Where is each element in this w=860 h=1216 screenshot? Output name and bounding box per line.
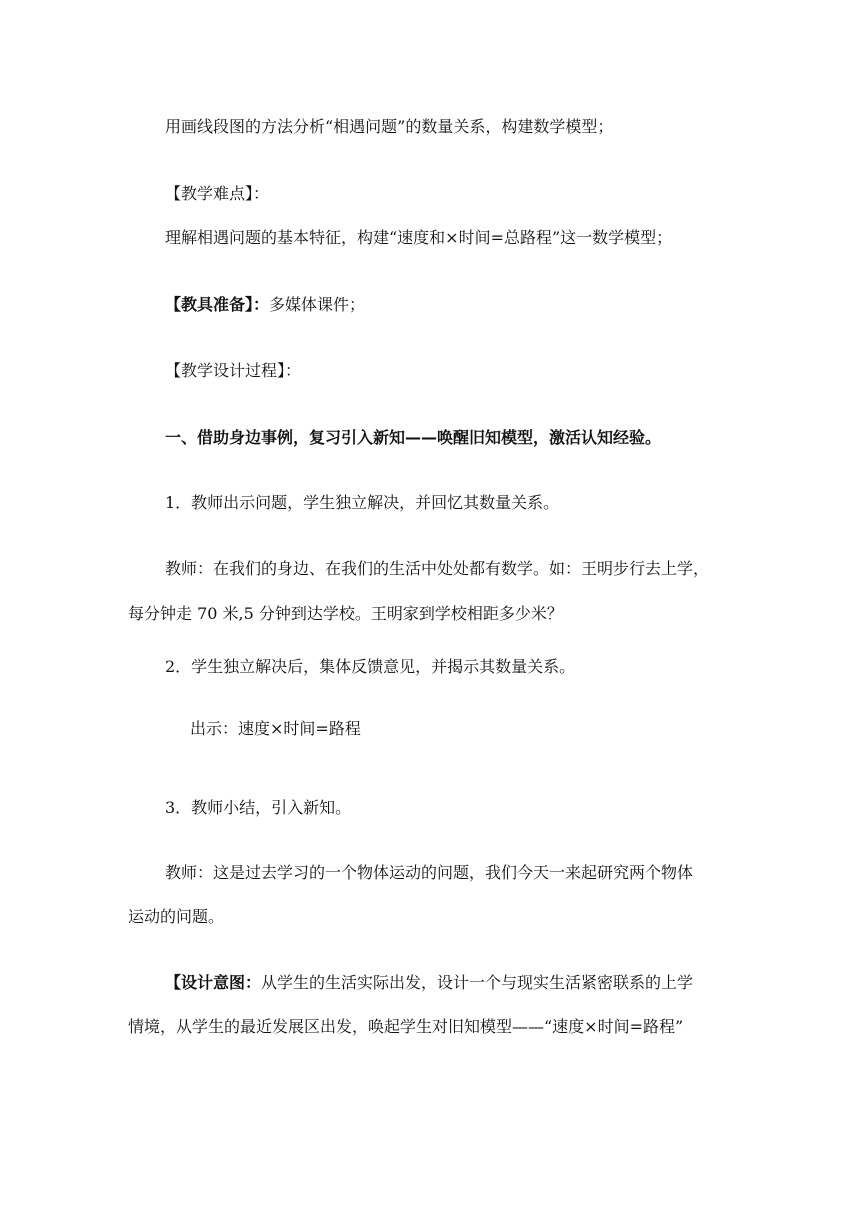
heading-design-process: 【教学设计过程】： <box>165 361 302 380</box>
teaching-aids-line <box>165 294 365 316</box>
design-intent-line-1 <box>165 972 693 994</box>
teacher-paragraph-2-line-2: 运动的问题。 <box>128 907 225 926</box>
step-two: 2．学生独立解决后，集体反馈意见，并揭示其数量关系。 <box>165 657 576 676</box>
step-three: 3．教师小结，引入新知。 <box>165 798 352 817</box>
teacher-paragraph-1-line-2: 每分钟走 70 米,5 分钟到达学校。王明家到学校相距多少米？ <box>128 604 563 623</box>
teacher-paragraph-1-line-1: 教师：在我们的身边、在我们的生活中处处都有数学。如：王明步行去上学， <box>165 559 710 578</box>
formula-display: 出示：速度×时间=路程 <box>190 719 361 738</box>
heading-teaching-difficulty: 【教学难点】： <box>165 184 270 203</box>
step-one: 1．教师出示问题，学生独立解决，并回忆其数量关系。 <box>165 493 560 512</box>
design-intent-text: 从学生的生活实际出发，设计一个与现实生活紧密联系的上学 <box>261 973 694 992</box>
section-one-heading: 一、借助身边事例，复习引入新知——唤醒旧知模型，激活认知经验。 <box>165 428 662 447</box>
paragraph-key-point: 用画线段图的方法分析“相遇问题”的数量关系，构建数学模型； <box>165 117 614 136</box>
heading-teaching-aids: 【教具准备】： <box>165 295 270 314</box>
teacher-paragraph-2-line-1: 教师：这是过去学习的一个物体运动的问题，我们今天一来起研究两个物体 <box>165 863 694 882</box>
design-intent-label: 【设计意图： <box>165 973 262 992</box>
paragraph-difficulty: 理解相遇问题的基本特征，构建“速度和×时间=总路程”这一数学模型； <box>165 228 673 247</box>
teaching-aids-value: 多媒体课件； <box>269 295 366 314</box>
design-intent-line-2: 情境，从学生的最近发展区出发，唤起学生对旧知模型——“速度×时间=路程” <box>128 1017 684 1036</box>
